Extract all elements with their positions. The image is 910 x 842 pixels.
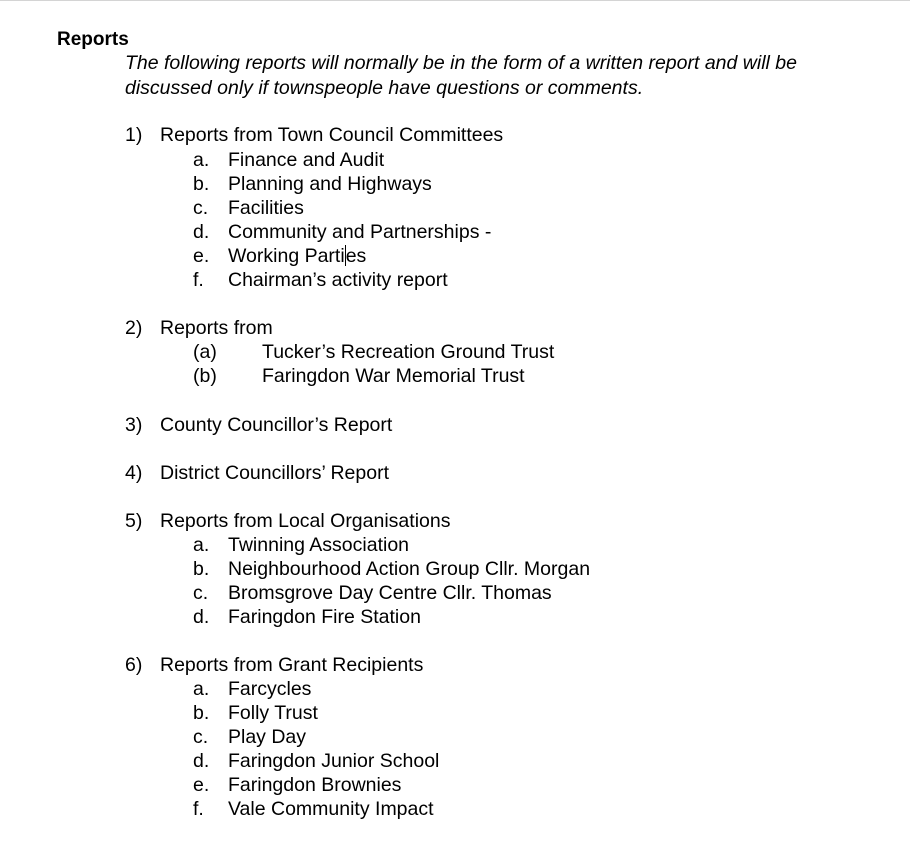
item-number: 4) <box>125 462 143 484</box>
subitem-text: Tucker’s Recreation Ground Trust <box>262 341 555 363</box>
subitem-text-after-cursor: es <box>345 245 367 267</box>
subitem-text: Chairman’s activity report <box>228 269 448 291</box>
intro-paragraph: The following reports will normally be in the form of a written report and will be discussed only if townspeople have questions or comments. <box>125 52 797 99</box>
subitem-marker: (a) <box>193 341 217 363</box>
subitem-marker: (b) <box>193 365 217 387</box>
subitem-text: Bromsgrove Day Centre Cllr. Thomas <box>228 582 552 604</box>
subitem-text: Farcycles <box>228 678 312 700</box>
subitem-text: Finance and Audit <box>228 149 385 171</box>
subitem-marker: a. <box>193 534 210 556</box>
subitem-text: Faringdon Brownies <box>228 774 402 796</box>
subitem-text: Facilities <box>228 197 304 219</box>
subitem-marker: c. <box>193 582 209 604</box>
item-title: Reports from Grant Recipients <box>160 654 424 676</box>
subitem-marker: b. <box>193 558 210 580</box>
subitem-text: Neighbourhood Action Group Cllr. Morgan <box>228 558 591 580</box>
subitem-marker: c. <box>193 726 209 748</box>
subitem-text: Twinning Association <box>228 534 410 556</box>
item-number: 5) <box>125 510 143 532</box>
subitem-marker: a. <box>193 678 210 700</box>
item-number: 1) <box>125 124 143 146</box>
subitem-text: Play Day <box>228 726 307 748</box>
item-number: 2) <box>125 317 143 339</box>
subitem-marker: e. <box>193 245 210 267</box>
subitem-text: Planning and Highways <box>228 173 432 195</box>
subitem-text[interactable] <box>228 244 366 268</box>
subitem-text: Folly Trust <box>228 702 318 724</box>
subitem-marker: d. <box>193 750 210 772</box>
subitem-text-before-cursor: Working Parti <box>228 245 345 267</box>
subitem-marker: f. <box>193 269 204 291</box>
subitem-marker: b. <box>193 173 210 195</box>
item-number: 3) <box>125 414 143 436</box>
subitem-text: Faringdon War Memorial Trust <box>262 365 525 387</box>
item-title: Reports from <box>160 317 273 339</box>
item-title: Reports from Town Council Committees <box>160 124 504 146</box>
subitem-text: Faringdon Junior School <box>228 750 440 772</box>
subitem-text: Faringdon Fire Station <box>228 606 421 628</box>
item-title: County Councillor’s Report <box>160 414 393 436</box>
subitem-text: Vale Community Impact <box>228 798 434 820</box>
subitem-marker: b. <box>193 702 210 724</box>
item-number: 6) <box>125 654 143 676</box>
subitem-text: Community and Partnerships - <box>228 221 492 243</box>
subitem-marker: d. <box>193 221 210 243</box>
subitem-marker: a. <box>193 149 210 171</box>
section-heading: Reports <box>57 29 129 50</box>
subitem-marker: f. <box>193 798 204 820</box>
subitem-marker: e. <box>193 774 210 796</box>
item-title: District Councillors’ Report <box>160 462 390 484</box>
subitem-marker: d. <box>193 606 210 628</box>
subitem-marker: c. <box>193 197 209 219</box>
page-top-border <box>0 0 910 1</box>
item-title: Reports from Local Organisations <box>160 510 451 532</box>
